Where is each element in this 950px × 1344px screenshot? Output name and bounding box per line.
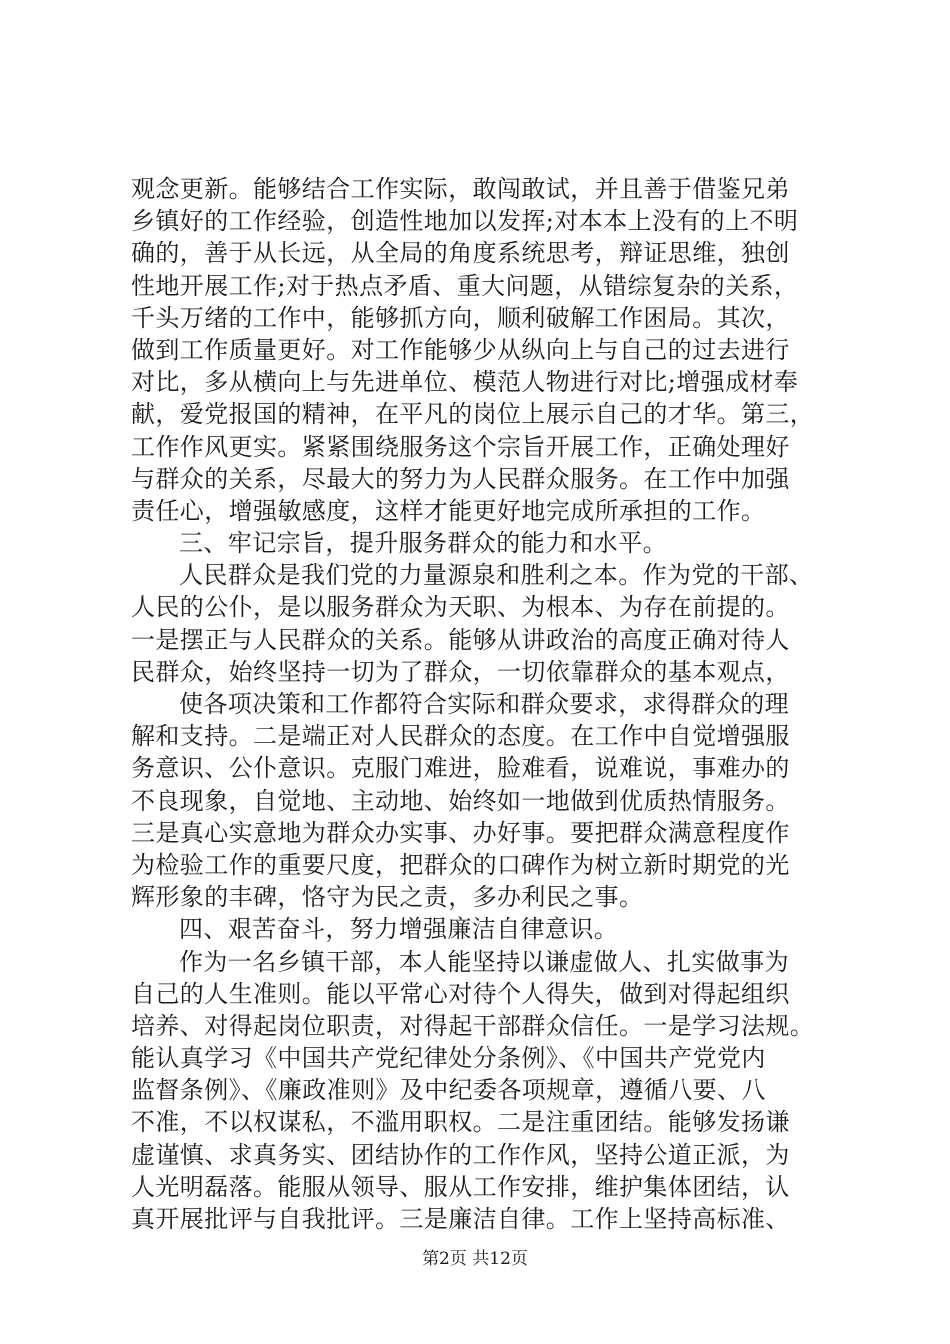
text-line: 解和支持。二是端正对人民群众的态度。在工作中自觉增强服: [131, 722, 790, 751]
text-line: 观念更新。能够结合工作实际，敢闯敢试，并且善于借鉴兄弟: [131, 175, 790, 203]
text-line: 人民的公仆，是以服务群众为天职、为根本、为存在前提的。: [131, 593, 790, 622]
text-line: 千头万绪的工作中，能够抓方向，顺利破解工作困局。其次，: [131, 303, 790, 332]
text-line: 三是真心实意地为群众办实事、办好事。要把群众满意程度作: [131, 818, 790, 847]
text-line: 与群众的关系，尽最大的努力为人民群众服务。在工作中加强: [131, 464, 790, 493]
text-line: 责任心，增强敏感度，这样才能更好地完成所承担的工作。: [131, 496, 766, 525]
text-line: 虚谨慎、求真务实、团结协作的工作作风，坚持公道正派，为: [131, 1140, 790, 1169]
text-line: 工作作风更实。紧紧围绕服务这个宗旨开展工作，正确处理好: [131, 432, 790, 461]
page-number-footer: 第2页 共12页: [422, 1249, 528, 1269]
text-line: 做到工作质量更好。对工作能够少从纵向上与自己的过去进行: [131, 335, 790, 364]
text-line: 确的，善于从长远，从全局的角度系统思考，辩证思维，独创: [131, 239, 790, 268]
text-line: 真开展批评与自我批评。三是廉洁自律。工作上坚持高标准、: [131, 1205, 790, 1233]
paragraph-start-line: 人民群众是我们党的力量源泉和胜利之本。作为党的干部、: [179, 561, 814, 590]
text-line: 务意识、公仆意识。克服门难进，脸难看，说难说，事难办的: [131, 754, 790, 783]
text-line: 一是摆正与人民群众的关系。能够从讲政治的高度正确对待人: [131, 625, 790, 654]
text-line: 辉形象的丰碑，恪守为民之责，多办利民之事。: [131, 883, 644, 912]
paragraph-start-line: 作为一名乡镇干部，本人能坚持以谦虚做人、扎实做事为: [179, 947, 789, 976]
section-heading: 三、牢记宗旨，提升服务群众的能力和水平。: [179, 529, 667, 558]
text-line: 对比，多从横向上与先进单位、模范人物进行对比;增强成材奉: [131, 368, 799, 397]
text-line: 监督条例》、《廉政准则》及中纪委各项规章，遵循八要、八: [131, 1076, 766, 1105]
document-body: [131, 173, 831, 1235]
text-line: 能认真学习《中国共产党纪律处分条例》、《中国共产党党内: [131, 1044, 766, 1073]
text-line: 为检验工作的重要尺度，把群众的口碑作为树立新时期党的光: [131, 850, 790, 879]
text-line: 不良现象，自觉地、主动地、始终如一地做到优质热情服务。: [131, 786, 790, 815]
section-heading: 四、艰苦奋斗，努力增强廉洁自律意识。: [179, 915, 619, 944]
text-line: 不准，不以权谋私，不滥用职权。二是注重团结。能够发扬谦: [131, 1108, 790, 1137]
paragraph-start-line: 使各项决策和工作都符合实际和群众要求，求得群众的理: [179, 690, 789, 718]
text-line: 民群众，始终坚持一切为了群众，一切依靠群众的基本观点，: [131, 657, 790, 686]
text-line: 献，爱党报国的精神，在平凡的岗位上展示自己的才华。第三，: [131, 400, 815, 429]
text-line: 自己的人生准则。能以平常心对待个人得失，做到对得起组织: [131, 979, 790, 1008]
text-line: 人光明磊落。能服从领导、服从工作安排，维护集体团结，认: [131, 1172, 790, 1201]
text-line: 培养、对得起岗位职责，对得起干部群众信任。一是学习法规。: [131, 1011, 815, 1040]
text-line: 乡镇好的工作经验，创造性地加以发挥;对本本上没有的上不明: [131, 207, 799, 236]
text-line: 性地开展工作;对于热点矛盾、重大问题，从错综复杂的关系，: [131, 271, 799, 300]
